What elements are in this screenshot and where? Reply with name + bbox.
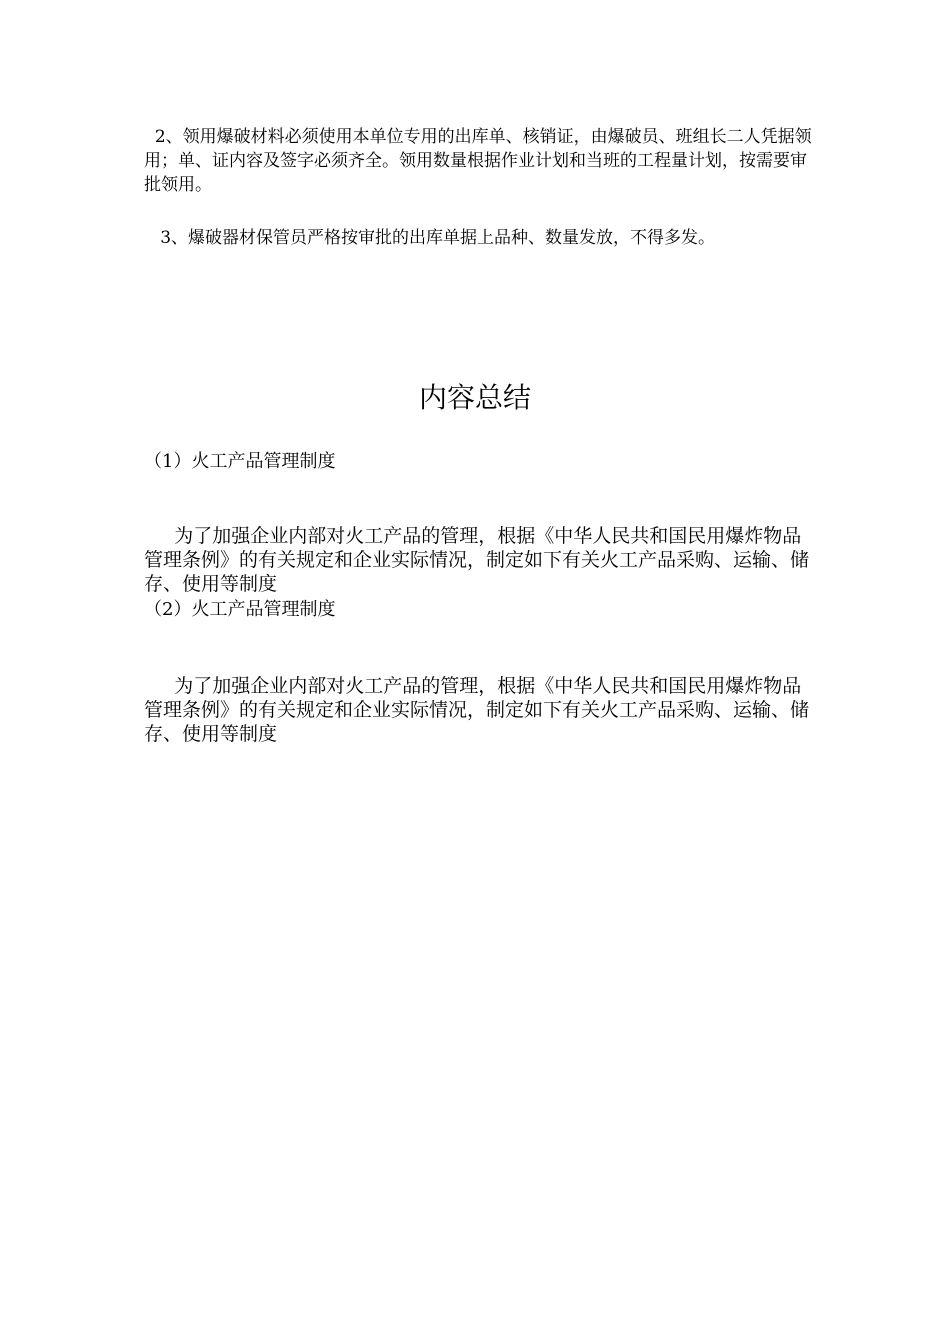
summary-title: 内容总结 (418, 381, 531, 414)
summary-item-2-heading: （2）火工产品管理制度 (144, 599, 336, 620)
paragraph-item-2: 2、领用爆破材料必须使用本单位专用的出库单、核销证，由爆破员、班组长二人凭据领用；单、证内容及签字必须齐全。领用数量根据作业计划和当班的工程量计划，按需要审批领用。 (144, 127, 812, 195)
paragraph-item-3: 3、爆破器材保管员严格按审批的出库单据上品种、数量发放，不得多发。 (144, 228, 716, 248)
summary-item-1-body: 为了加强企业内部对火工产品的管理，根据《中华人民共和国民用爆炸物品管理条例》的有关规定和企业实际情况，制定如下有关火工产品采购、运输、储存、使用等制度 (144, 525, 810, 595)
summary-item-2-body: 为了加强企业内部对火工产品的管理，根据《中华人民共和国民用爆炸物品管理条例》的有关规定和企业实际情况，制定如下有关火工产品采购、运输、储存、使用等制度 (144, 675, 810, 745)
summary-item-1-heading: （1）火工产品管理制度 (144, 451, 336, 472)
